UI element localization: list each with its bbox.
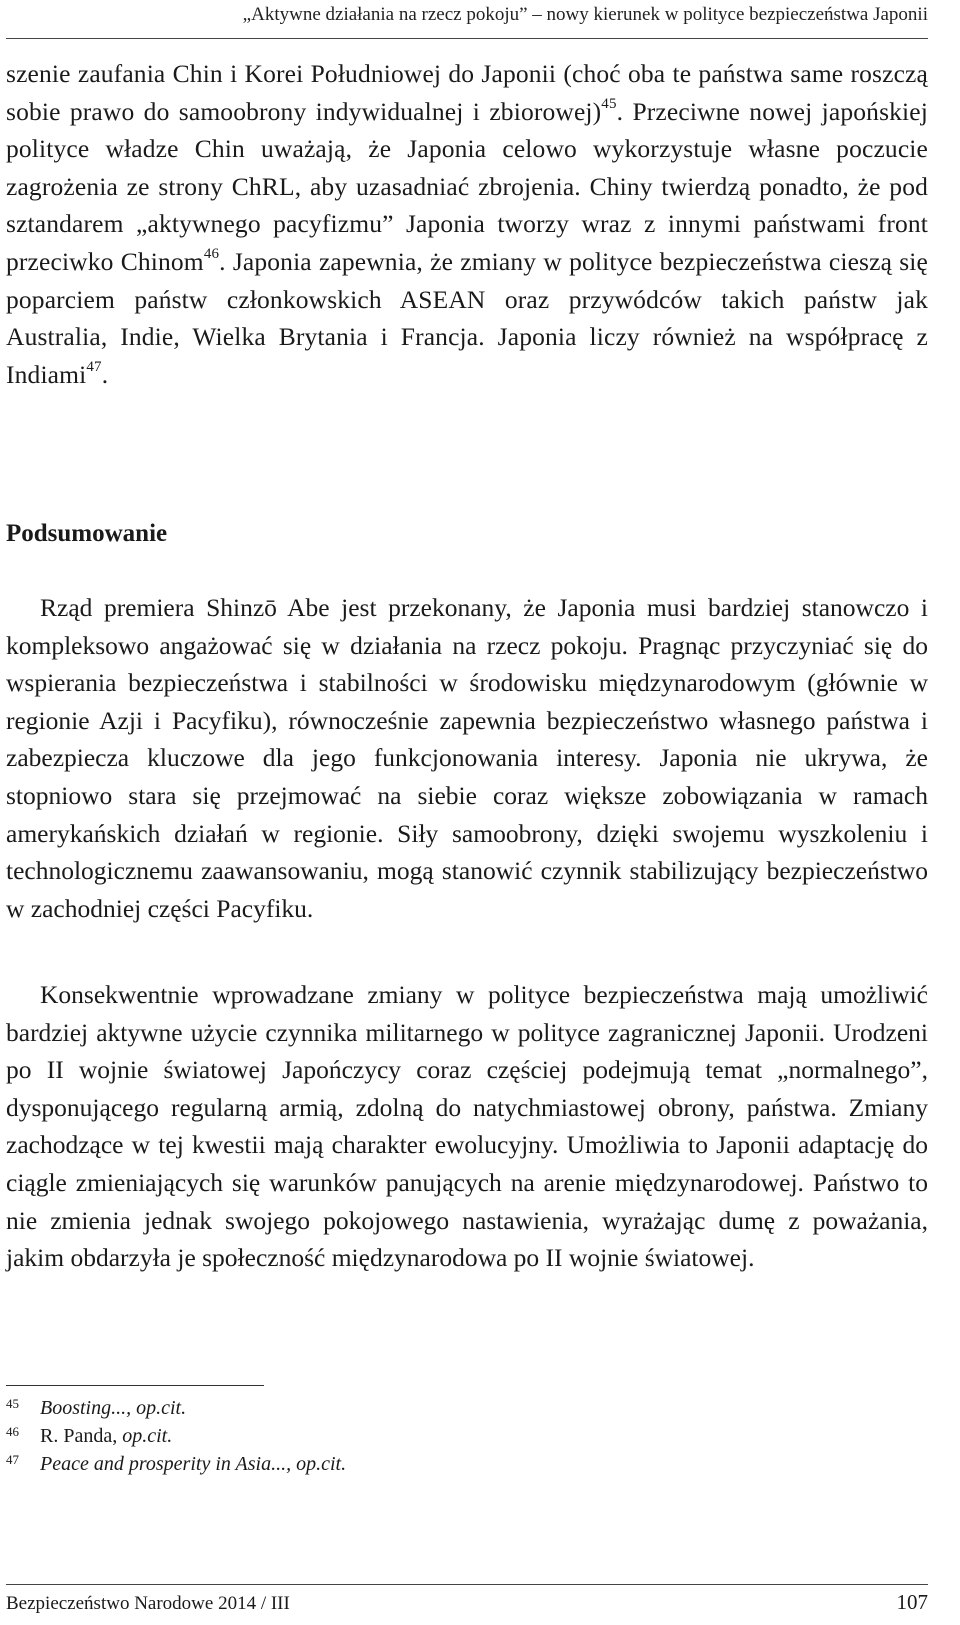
summary-paragraph-1-text: Rząd premiera Shinzō Abe jest przekonany, że Japonia musi bardziej stanowczo i kompleksowo angażować się w działania na rzecz pokoju. Pragnąc przyczyniać się do wspierania bezpieczeństwa i stabilności w środowisku międzynarodowym (głównie w regionie Azji i Pacyfiku), równocześnie zapewnia bezpieczeństwo własnego państwa i zabezpiecza kluczowe dla jego funkcjonowania interesy. Japonia nie ukrywa, że stopniowo stara się przejmować na siebie coraz większe zobowiązania w ramach amerykańskich działań w regionie. Siły samoobrony, dzięki swojemu wyszkoleniu i technologicznemu zaawansowaniu, mogą stanowić czynnik stabilizujący bezpieczeństwo w zachodniej części Pacyfiku. [6,593,928,923]
footnote-46 [6,1422,606,1450]
footnote-47 [6,1450,606,1478]
continued-text-4: . [101,359,109,389]
footnote-text [40,1422,172,1450]
footnote-45 [6,1394,606,1422]
summary-paragraph-2 [6,976,928,1277]
footnote-number: 46 [6,1424,19,1439]
footnotes [6,1394,606,1478]
running-header [6,0,928,39]
footnote-number: 47 [6,1452,19,1467]
footnote-italic: Boosting..., op.cit. [40,1397,187,1419]
running-footer [6,1584,928,1625]
footnote-text [40,1450,346,1478]
footnote-text [40,1394,186,1422]
footnote-italic: op.cit. [122,1425,173,1447]
document-page [6,0,928,1625]
running-title: „Aktywne działania na rzecz pokoju” – nowy kierunek w polityce bezpieczeństwa Japonii [242,4,928,25]
continued-text-3: . Japonia zapewnia, że zmiany w polityce bezpieczeństwa cieszą się poparciem państw członkowskich ASEAN oraz przywódców takich państw jak Australia, Indie, Wielka Brytania i Francja. Japonia liczy również na współpracę z Indiami [6,246,928,389]
footnote-separator [6,1385,264,1386]
footnote-italic: Peace and prosperity in Asia..., op.cit. [40,1453,347,1475]
summary-paragraph-1 [6,589,928,927]
footnote-ref-46[interactable]: 46 [203,246,220,263]
page-number: 107 [896,1590,928,1614]
journal-name: Bezpieczeństwo Narodowe 2014 / III [6,1593,290,1614]
continued-text-2: . Przeciwne nowej japońskiej polityce władze Chin uważają, że Japonia celowo wykorzystuje własne poczucie zagrożenia ze strony ChRL, aby uzasadniać zbrojenia. Chiny twierdzą ponadto, że pod sztandarem „aktywnego pacyfizmu” Japonia tworzy wraz z innymi państwami front przeciwko Chinom [6,96,928,276]
continued-text-1: szenie zaufania Chin i Korei Południowej do Japonii (choć oba te państwa same roszczą sobie prawo do samoobrony indywidualnej i zbiorowej) [6,59,928,126]
footnote-number: 45 [6,1396,19,1411]
footnote-plain: R. Panda, [40,1425,123,1447]
footnote-ref-47[interactable]: 47 [86,359,102,376]
footnote-ref-45[interactable]: 45 [601,96,617,113]
summary-paragraph-2-text: Konsekwentnie wprowadzane zmiany w polityce bezpieczeństwa mają umożliwić bardziej aktywne użycie czynnika militarnego w polityce zagranicznej Japonii. Urodzeni po II wojnie światowej Japończycy coraz częściej podejmują temat „normalnego”, dysponującego regularną armią, zdolną do natychmiastowej obrony, państwa. Zmiany zachodzące w tej kwestii mają charakter ewolucyjny. Umożliwia to Japonii adaptację do ciągle zmieniających się warunków panujących na arenie międzynarodowej. Państwo to nie zmienia jednak swojego pokojowego nastawienia, wyrażając dumę z poważania, jakim obdarzyła je społeczność międzynarodowa po II wojnie światowej. [6,980,928,1273]
continued-paragraph [6,55,928,393]
section-heading: Podsumowanie [6,520,168,547]
